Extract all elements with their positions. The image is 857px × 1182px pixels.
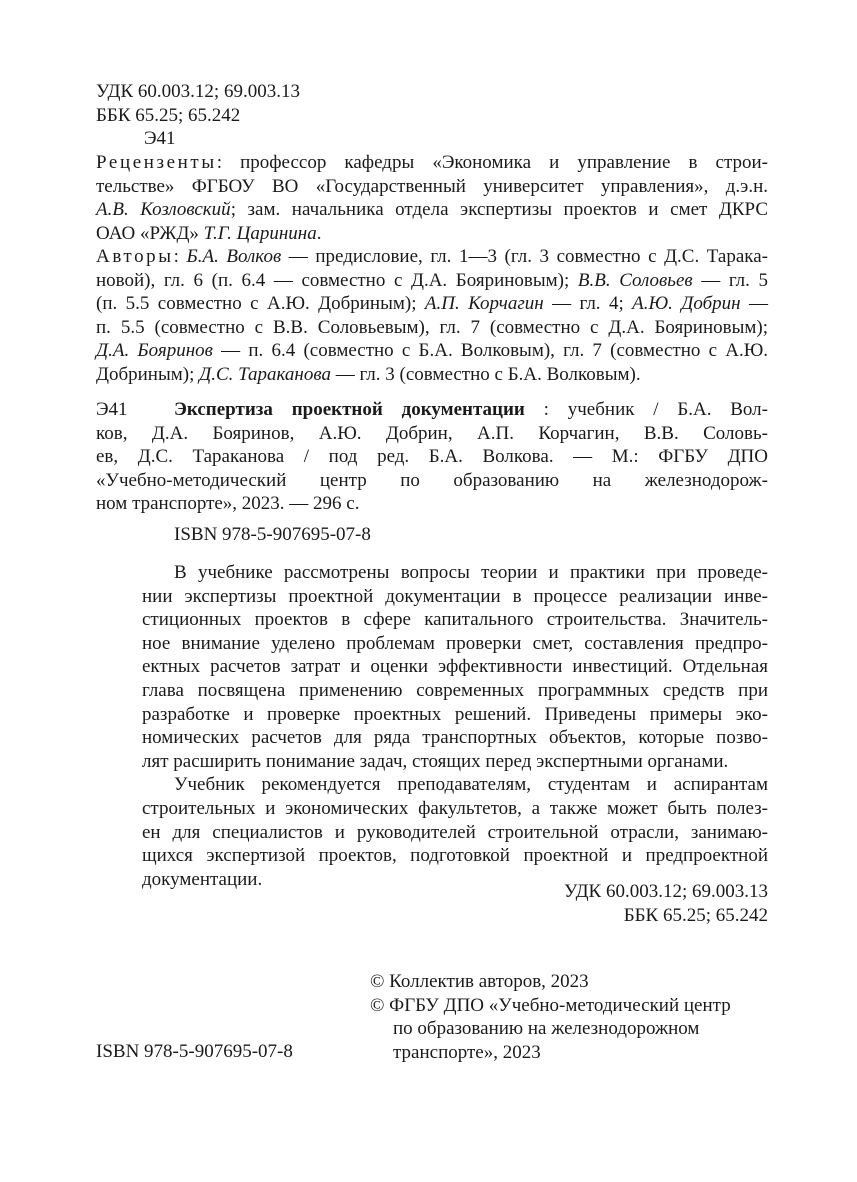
person-name: Д.А. Бояринов — [96, 340, 213, 362]
book-title: Экспертиза проектной документации — [174, 399, 525, 420]
reviewers-line — [96, 175, 768, 199]
biblio-line: ков, Д.А. Бояринов, А.Ю. Добрин, А.П. Корчагин, В.В. Соловь- — [96, 422, 768, 444]
authors-line — [96, 245, 768, 269]
bbk-code: ББК 65.25; 65.242 — [96, 104, 241, 126]
annotation-line: В учебнике рассмотрены вопросы теории и практики при проведе- — [174, 562, 768, 583]
text-run: — предисловие, гл. 1—3 (гл. 3 совместно с Д.С. Тарака- — [281, 246, 768, 267]
copyright-line: по образованию на железнодорожном — [393, 1018, 700, 1040]
reviewers-line — [96, 198, 768, 222]
biblio-line: «Учебно-методический центр по образованию на железнодорож- — [96, 469, 768, 491]
copyright-block — [370, 970, 770, 1064]
annotation-line: лят расширить понимание задач, стоящих перед экспертными органами. — [142, 750, 729, 772]
authors-line — [96, 269, 768, 293]
text-run: новой), гл. 6 (п. 6.4 — совместно с Д.А. Бояриновым); — [96, 269, 578, 291]
text-run: — гл. 3 (совместно с Б.А. Волковым). — [330, 363, 641, 385]
text-run: : — [173, 246, 187, 267]
author-mark: Э41 — [96, 399, 128, 420]
annotation-line: номических расчетов для ряда транспортных объектов, которые позво- — [142, 727, 768, 749]
annotation-line: стиционных проектов в сфере капитального строительства. Значитель- — [142, 609, 768, 631]
udk-code: УДК 60.003.12; 69.003.13 — [96, 81, 300, 102]
person-name: В.В. Соловьев — [577, 269, 693, 291]
authors-line — [96, 292, 768, 316]
text-run: — гл. 4; — [543, 293, 633, 315]
authors-block — [96, 245, 768, 387]
bibliographic-record — [96, 398, 768, 547]
reviewers-line — [96, 222, 768, 246]
authors-line — [96, 339, 768, 363]
reviewers-label: Рецензенты — [96, 152, 217, 173]
udk-code: УДК 60.003.12; 69.003.13 — [564, 881, 768, 902]
annotation-line: нии экспертизы проектной документации в процессе реализации инве- — [142, 585, 768, 607]
isbn: ISBN 978-5-907695-07-8 — [96, 1041, 293, 1062]
reviewers-line — [96, 151, 768, 175]
text-run: тельстве» ФГБОУ ВО «Государственный университет управления», д.э.н. — [96, 175, 768, 197]
udk-block-top — [96, 80, 396, 151]
biblio-line: Экспертиза проектной документации : учебник / Б.А. Вол- — [174, 399, 768, 420]
copyright-line: © Коллектив авторов, 2023 — [370, 971, 589, 992]
text-run: — п. 6.4 (совместно с Б.А. Волковым), гл. 7 (совместно с А.Ю. — [212, 340, 769, 362]
annotation-line: разработке и проверке проектных решений. Приведены примеры эко- — [142, 703, 768, 725]
annotation-line: щихся экспертизой проектов, подготовкой проектной и предпроектной — [142, 845, 768, 867]
person-name: А.П. Корчагин — [424, 293, 544, 315]
authors-line — [96, 316, 768, 340]
annotation-line: Учебник рекомендуется преподавателям, студентам и аспирантам — [174, 774, 768, 796]
text-run: — гл. 5 — [692, 269, 769, 291]
reviewers-block — [96, 151, 768, 245]
authors-line — [96, 363, 768, 387]
text-run: : профессор кафедры «Экономика и управление в строи- — [216, 152, 768, 173]
text-run: (п. 5.5 совместно с А.Ю. Добриным); — [96, 293, 425, 315]
person-name: А.Ю. Добрин — [632, 293, 741, 315]
person-name: Б.А. Волков — [186, 246, 282, 267]
annotation — [142, 561, 768, 891]
person-name: А.В. Козловский — [96, 199, 231, 221]
annotation-line: документации. — [142, 868, 263, 890]
copyright-line: © ФГБУ ДПО «Учебно-методический центр — [370, 994, 731, 1016]
text-run: ; зам. начальника отдела экспертизы проектов и смет ДКРС — [230, 199, 768, 221]
copyright-line: транспорте», 2023 — [393, 1041, 541, 1063]
person-name: Д.С. Тараканова — [199, 363, 331, 385]
udk-block-bottom — [500, 880, 768, 927]
annotation-line: строительных и экономических факультетов, а также может быть полез- — [142, 797, 768, 819]
biblio-line: ном транспорте», 2023. — 296 с. — [96, 493, 360, 515]
author-mark: Э41 — [144, 128, 176, 150]
authors-label: Авторы — [96, 246, 174, 267]
biblio-line: ев, Д.С. Тараканова / под ред. Б.А. Волкова. — М.: ФГБУ ДПО — [96, 446, 768, 468]
person-name: Т.Г. Царинина — [203, 222, 317, 244]
text-run: Добриным); — [96, 363, 200, 385]
bbk-code: ББК 65.25; 65.242 — [623, 904, 768, 926]
annotation-line: глава посвящена применению современных программных средств при — [142, 679, 768, 701]
text-run: ОАО «РЖД» — [96, 222, 204, 244]
text-run: . — [316, 222, 322, 244]
annotation-line: ен для специалистов и руководителей строительной отрасли, занимаю- — [142, 821, 768, 843]
annotation-line: ектных расчетов затрат и оценки эффективности инвестиций. Отдельная — [142, 656, 768, 678]
isbn: ISBN 978-5-907695-07-8 — [174, 523, 371, 545]
text-run: — — [740, 293, 768, 315]
text-run: п. 5.5 (совместно с В.В. Соловьевым), гл. 7 (совместно с Д.А. Бояриновым); — [96, 316, 768, 338]
annotation-line: ное внимание уделено проблемам проверки смет, составления предпро- — [142, 632, 768, 654]
